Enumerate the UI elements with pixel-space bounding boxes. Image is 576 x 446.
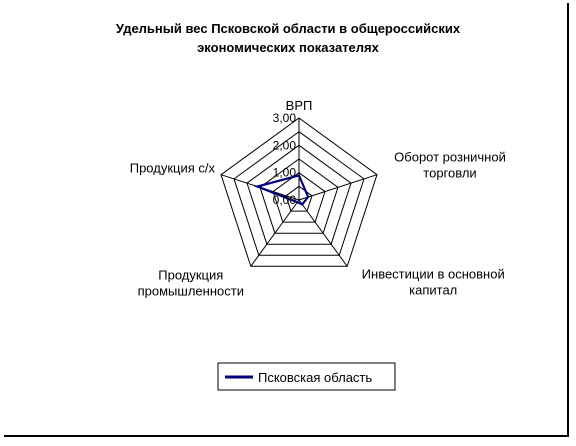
axis-label	[138, 267, 244, 298]
axis-label	[362, 266, 505, 297]
axis-labels	[130, 98, 506, 298]
axis-label	[130, 161, 216, 176]
tick-label: 0,00	[272, 193, 296, 207]
axis-label-line: Инвестиции в основной	[361, 266, 505, 282]
radial-tick-labels	[273, 111, 297, 207]
axis-label-line: Продукция с/х	[129, 160, 215, 176]
tick-label: 3,00	[272, 111, 296, 125]
axis-label-line: Оборот розничной	[394, 149, 506, 165]
axis-label-line: промышленности	[137, 283, 244, 299]
legend	[218, 363, 395, 390]
axis-spoke	[299, 175, 377, 200]
tick-label: 2,00	[272, 138, 296, 153]
axis-label-line: торговли	[423, 165, 477, 181]
axis-label-line: капитал	[409, 282, 458, 298]
chart-title-line: экономических показателях	[197, 40, 379, 55]
legend-label: Псковская область	[258, 370, 373, 385]
axis-label-line: Продукция	[158, 267, 224, 283]
radar-grid	[221, 118, 377, 266]
tick-label: 1,00	[272, 165, 296, 180]
chart-title-line: Удельный вес Псковской области в общероссийских	[115, 21, 461, 36]
axis-label	[286, 98, 313, 113]
axis-label	[394, 150, 506, 181]
axis-label-line: ВРП	[285, 98, 313, 113]
chart-title	[116, 21, 461, 55]
